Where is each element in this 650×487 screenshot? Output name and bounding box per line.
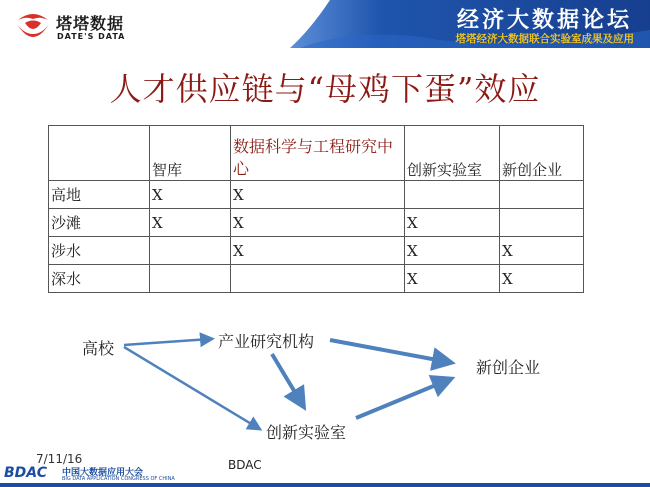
table-cell: X [150, 209, 231, 237]
logo-mark-icon [14, 10, 52, 44]
table-cell: 深水 [49, 265, 150, 293]
node-startup: 新创企业 [476, 358, 541, 377]
slide-title: 人才供应链与“母鸡下蛋”效应 [109, 70, 541, 108]
table-cell [500, 209, 584, 237]
table-cell: X [231, 181, 405, 209]
bdac-logo-text: BDAC [4, 465, 47, 481]
table-cell [150, 237, 231, 265]
table-header-cell: 智库 [150, 126, 231, 181]
node-university: 高校 [82, 339, 115, 358]
table-cell: X [150, 181, 231, 209]
table-cell: X [405, 209, 500, 237]
table-row [49, 181, 584, 209]
table-cell: 涉水 [49, 237, 150, 265]
arrow-university-to-institute [124, 339, 210, 345]
table-row [49, 209, 584, 237]
arrow-institute-to-lab [272, 354, 302, 404]
table-header-row [49, 126, 584, 181]
arrow-lab-to-startup [356, 380, 448, 418]
logo-english-text: DATE'S DATA [57, 32, 126, 41]
slide-date: 7/11/16 [36, 452, 83, 466]
arrow-institute-to-startup [330, 340, 448, 362]
table-header-cell: 新创企业 [500, 126, 584, 181]
table-cell: X [231, 209, 405, 237]
arrow-university-to-lab [124, 347, 258, 428]
table-cell: X [405, 237, 500, 265]
bdac-logo-chinese: 中国大数据应用大会 [62, 468, 144, 478]
banner-title: 经济大数据论坛 [456, 8, 632, 33]
node-institute: 产业研究机构 [218, 332, 315, 351]
logo-chinese-text: 塔塔数据 [56, 14, 125, 33]
company-logo [14, 8, 154, 46]
forum-banner [290, 0, 650, 48]
table-cell [150, 265, 231, 293]
table-header-cell [49, 126, 150, 181]
table-row [49, 265, 584, 293]
table-row [49, 237, 584, 265]
node-lab: 创新实验室 [266, 423, 347, 442]
table-cell [231, 265, 405, 293]
table-cell: X [500, 237, 584, 265]
table-cell [500, 181, 584, 209]
banner-subtitle: 塔塔经济大数据联合实验室成果及应用 [455, 33, 634, 45]
table-header-cell: 创新实验室 [405, 126, 500, 181]
table-cell: 沙滩 [49, 209, 150, 237]
table-cell: X [500, 265, 584, 293]
footer-strip [0, 483, 650, 487]
table-header-cell: 数据科学与工程研究中心 [231, 126, 405, 181]
talent-table [48, 125, 584, 293]
table-cell: X [405, 265, 500, 293]
table-cell: 高地 [49, 181, 150, 209]
bdac-logo-english: BIG DATA APPLICATION CONGRESS OF CHINA [62, 476, 175, 482]
table-cell: X [231, 237, 405, 265]
table-cell [405, 181, 500, 209]
footer-label: BDAC [228, 458, 262, 472]
